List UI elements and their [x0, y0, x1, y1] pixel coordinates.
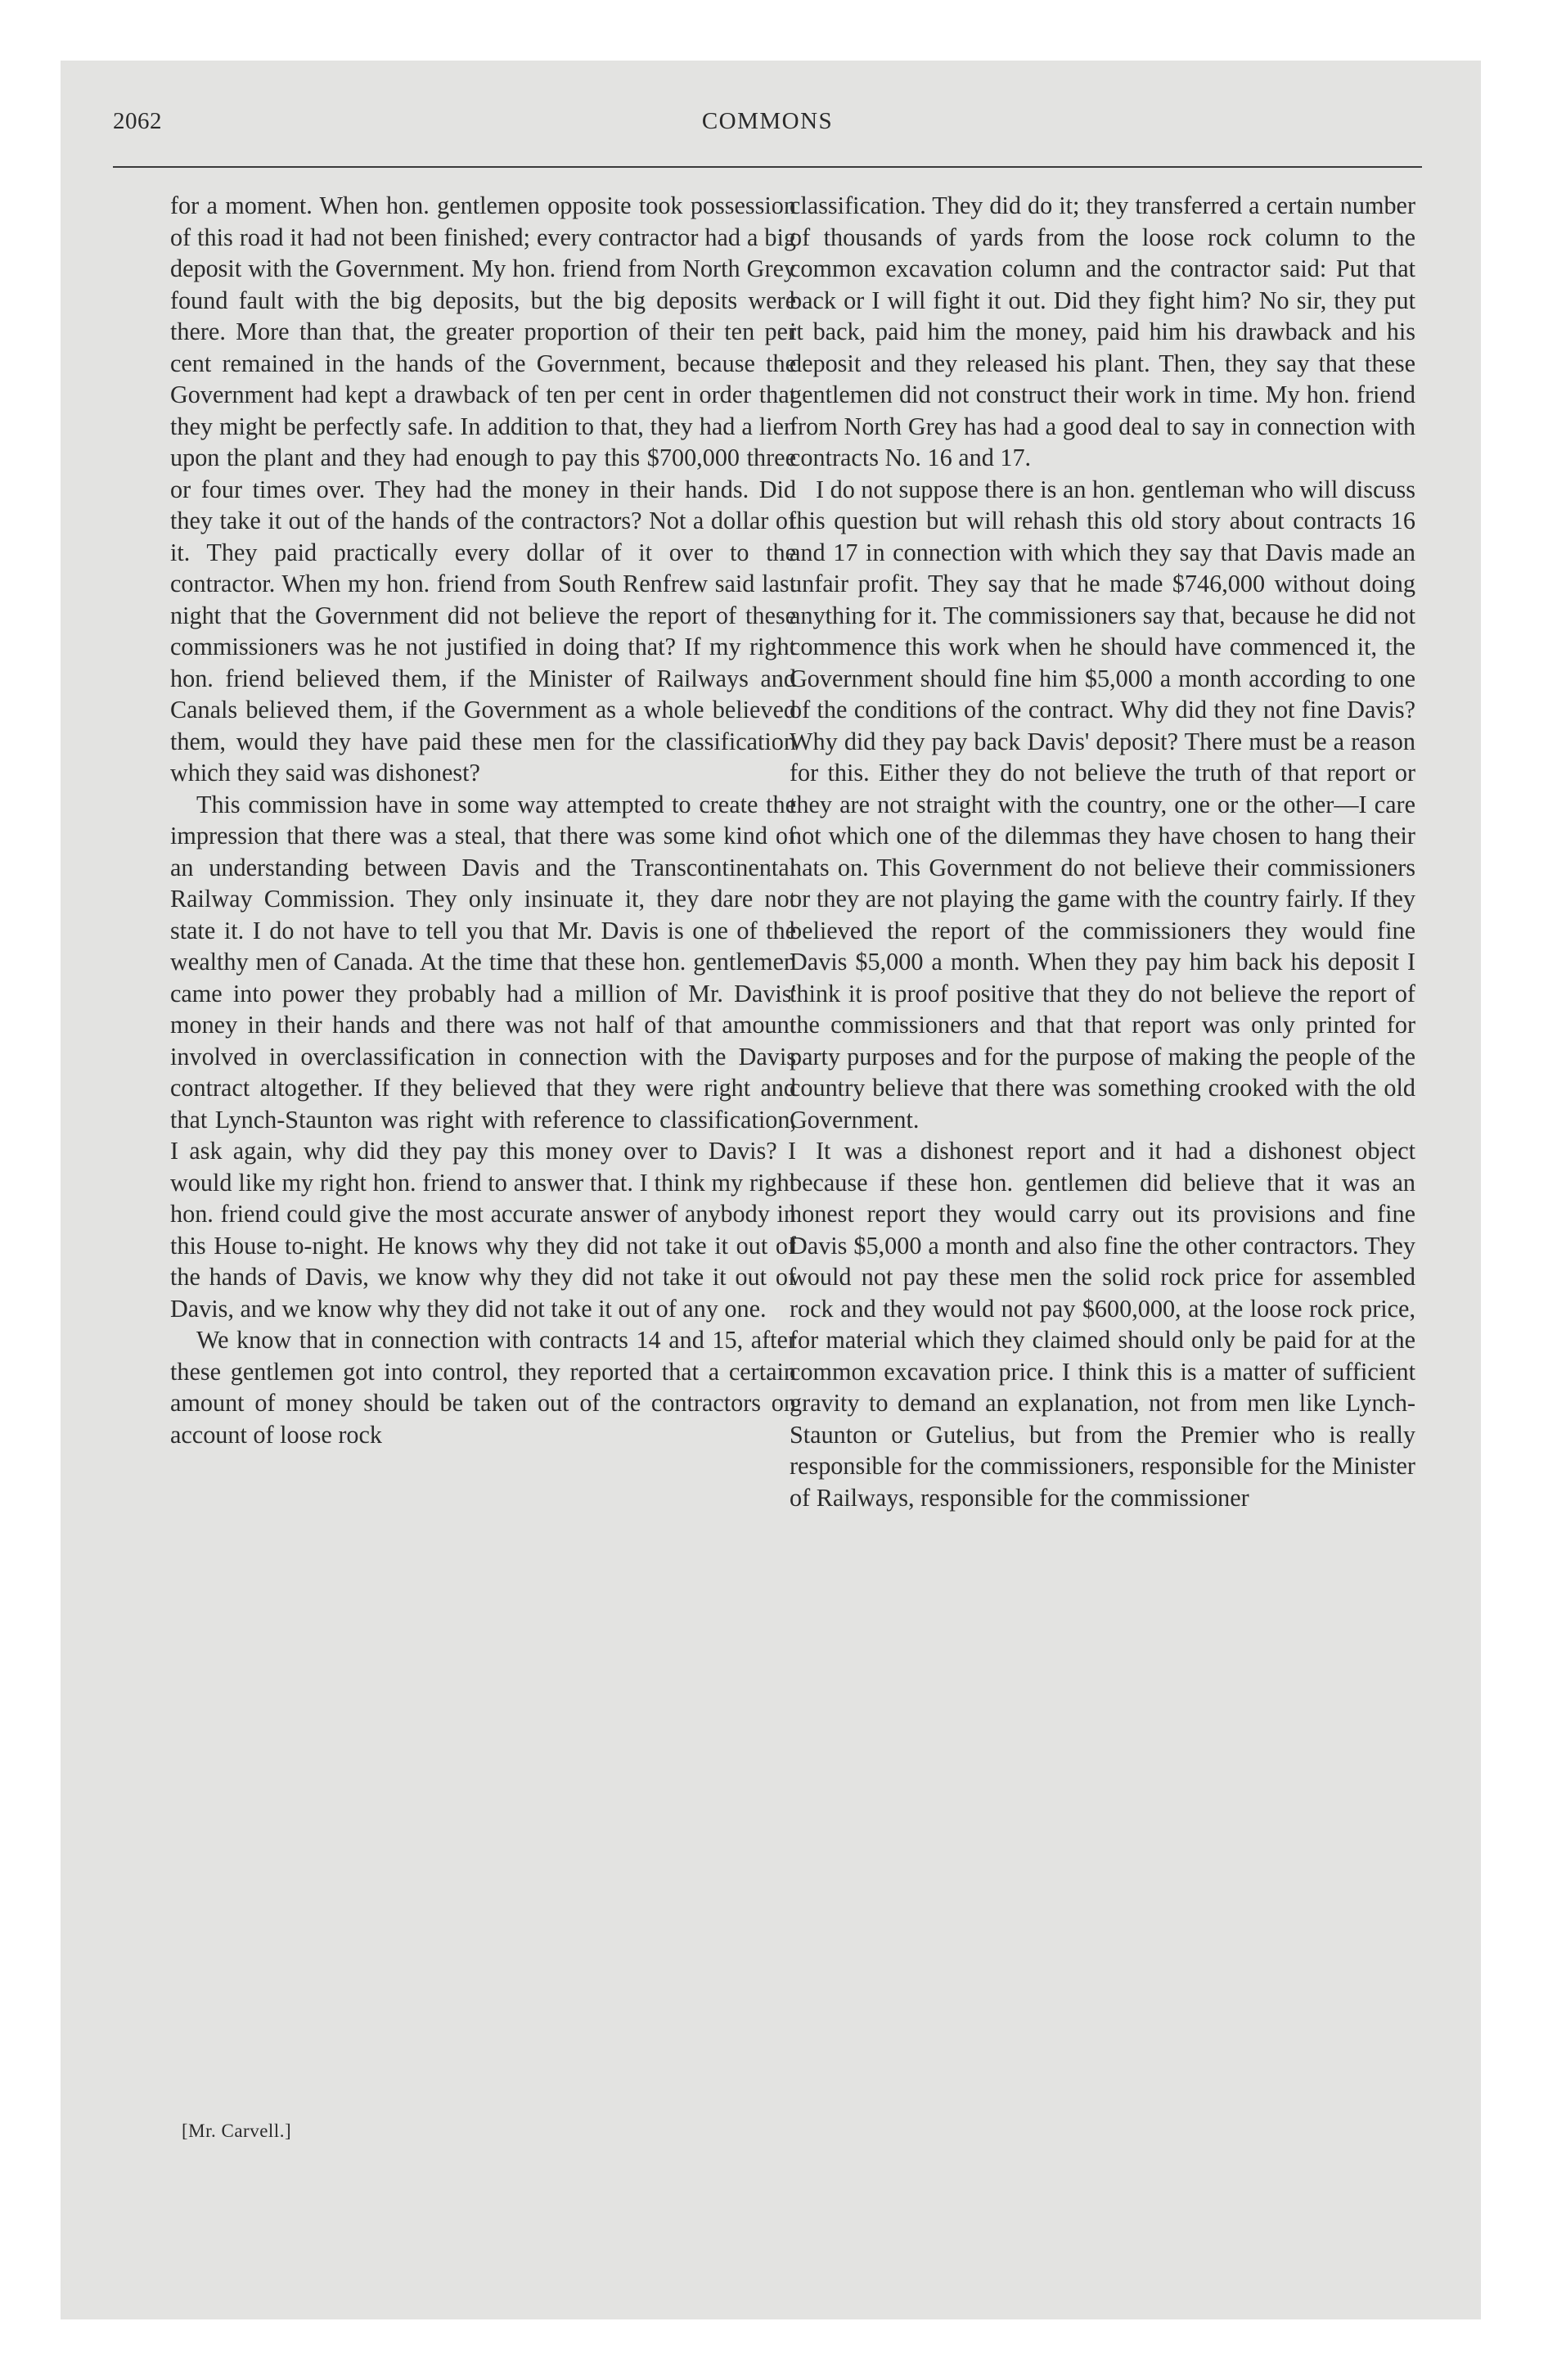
running-head: COMMONS — [701, 108, 834, 134]
page-header — [113, 108, 1422, 149]
paragraph: We know that in connection with contracts 14 and 15, after these gentlemen got into control, they reported that a certain amount of money should be taken out of the contractors on account of loose rock — [170, 1326, 796, 1449]
paragraph: It was a dishonest report and it had a dishonest object because if these hon. gentlemen did believe that it was an honest report they would carry out its provisions and fine Davis $5,000 a month and also fine the other contractors. They would not pay these men the solid rock price for assembled rock and they would not pay $600,000, at the loose rock price, for material which they claimed should only be paid for at the common excavation price. I think this is a matter of sufficient gravity to demand an explanation, not from men like Lynch-Staunton or Gutelius, but from the Premier who is really responsible for the commissioners, responsible for the Minister of Railways, responsible for the commissioner — [790, 1137, 1415, 1512]
paragraph: I do not suppose there is an hon. gentleman who will discuss this question but will rehash this old story about contracts 16 and 17 in connection with which they say that Davis made an unfair profit. They say that he made $746,000 without doing anything for it. The commissioners say that, because he did not commence this work when he should have commenced it, the Government should fine him $5,000 a month according to one of the conditions of the contract. Why did they not fine Davis? Why did they pay back Davis' deposit? There must be a reason for this. Either they do not believe the truth of that report or they are not straight with the country, one or the other—I care not which one of the dilemmas they have chosen to hang their hats on. This Government do not believe their commissioners or they are not playing the game with the country fairly. If they believed the report of the commissioners they would fine Davis $5,000 a month. When they pay him back his deposit I think it is proof positive that they do not believe the report of the commissioners and that that report was only printed for party purposes and for the purpose of making the people of the country believe that there was something crooked with the old Government. — [790, 475, 1415, 1134]
page-number: 2062 — [113, 108, 162, 134]
header-rule — [113, 166, 1422, 168]
paragraph: classification. They did do it; they transferred a certain number of thousands of yards from the loose rock column to the common excavation column and the contractor said: Put that back or I will fight it out. Did they fight him? No sir, they put it back, paid him the money, paid him his drawback and his deposit and they released his plant. Then, they say that these gentlemen did not construct their work in time. My hon. friend from North Grey has had a good deal to say in connection with contracts No. 16 and 17. — [790, 192, 1415, 471]
right-column — [790, 190, 1415, 1513]
paragraph: This commission have in some way attempted to create the impression that there was a steal, that there was some kind of an understanding between Davis and the Transcontinental Railway Commission. They only insinuate it, they dare not state it. I do not have to tell you that Mr. Davis is one of the wealthy men of Canada. At the time that these hon. gentlemen came into power they probably had a million of Mr. Davis' money in their hands and there was not half of that amount involved in overclassification in connection with the Davis contract altogether. If they believed that they were right and that Lynch-Staunton was right with reference to classification, I ask again, why did they pay this money over to Davis? I would like my right hon. friend to answer that. I think my right hon. friend could give the most accurate answer of anybody in this House to-night. He knows why they did not take it out of the hands of Davis, we know why they did not take it out of Davis, and we know why they did not take it out of any one. — [170, 790, 796, 1323]
paragraph: for a moment. When hon. gentlemen opposite took possession of this road it had not been finished; every contractor had a big deposit with the Government. My hon. friend from North Grey found fault with the big deposits, but the big deposits were there. More than that, the greater proportion of their ten per cent remained in the hands of the Government, because the Government had kept a drawback of ten per cent in order that they might be perfectly safe. In addition to that, they had a lien upon the plant and they had enough to pay this $700,000 three or four times over. They had the money in their hands. Did they take it out of the hands of the contractors? Not a dollar of it. They paid practically every dollar of it over to the contractor. When my hon. friend from South Renfrew said last night that the Government did not believe the report of these commissioners was he not justified in doing that? If my right hon. friend believed them, if the Minister of Railways and Canals believed them, if the Government as a whole believed them, would they have paid these men for the classification which they said was dishonest? — [170, 192, 796, 787]
speaker-footnote: [Mr. Carvell.] — [182, 2121, 292, 2141]
left-column — [170, 190, 796, 1450]
